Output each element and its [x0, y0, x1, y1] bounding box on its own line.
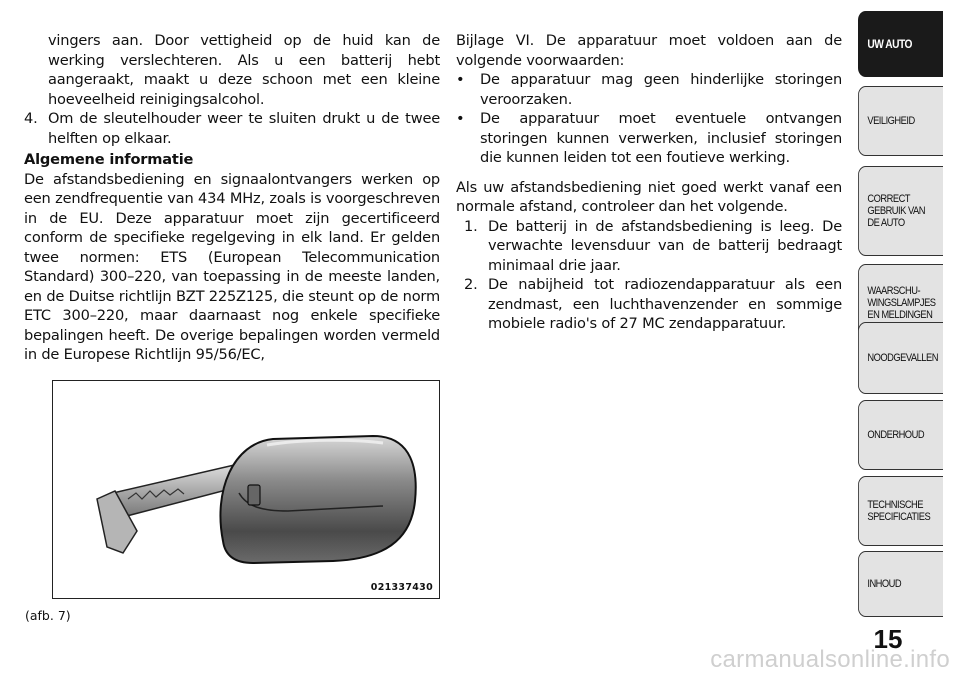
left-column [24, 31, 440, 365]
left-paragraph-continued: vingers aan. Door vettigheid op de huid kan de werking verslechteren. Als u een batterij hebt aangeraakt, maakt u deze schoon met een kleine hoeveelheid reinigingsalcohol. [48, 32, 440, 108]
watermark: carmanualsonline.info [710, 646, 950, 673]
bullet-item [456, 70, 842, 109]
tab-label: CORRECT GEBRUIK VAN DE AUTO [867, 193, 925, 229]
tab-label: UW AUTO [867, 37, 912, 51]
list-item-text: De batterij in de afstandsbediening is leeg. De verwachte levensduur van de batterij bedraagt minimaal drie jaar. [488, 217, 842, 274]
list-number: 2. [464, 276, 478, 293]
page-number: 15 [873, 624, 903, 654]
list-item-4 [24, 109, 440, 148]
chapter-tabs [858, 0, 960, 678]
right-column [456, 31, 842, 334]
bullet-item [456, 109, 842, 168]
tab-label: ONDERHOUD [867, 429, 925, 441]
tab-onderhoud[interactable] [858, 400, 943, 470]
list-item-text: Om de sleutelhouder weer te sluiten drukt u de twee helften op elkaar. [48, 110, 440, 147]
tab-label: WAARSCHU- WINGSLAMPJES EN MELDINGEN [867, 285, 936, 321]
bullet-text: De apparatuur moet eventuele ontvangen storingen kunnen verwerken, inclusief storingen die kunnen leiden tot een foutieve werking. [480, 110, 842, 166]
tab-noodgevallen[interactable] [858, 322, 943, 394]
list-item-2 [464, 275, 842, 334]
list-item-1 [464, 217, 842, 276]
list-number: 1. [464, 217, 478, 235]
bullet-text: De apparatuur mag geen hinderlijke storingen veroorzaken. [480, 71, 842, 108]
right-paragraph-1: Bijlage VI. De apparatuur moet voldoen aan de volgende voorwaarden: [456, 32, 842, 69]
tab-label: VEILIGHEID [867, 115, 915, 127]
list-item-text: De nabijheid tot radiozendapparatuur als een zendmast, een luchthavenzender en sommige mobiele radio's of 27 MC zendapparatuur. [488, 276, 842, 332]
bullet: • [456, 71, 465, 88]
section-heading: Algemene informatie [24, 151, 194, 168]
tab-correct-gebruik[interactable] [858, 166, 943, 256]
tab-veiligheid[interactable] [858, 86, 943, 156]
tab-label: TECHNISCHE SPECIFICATIES [867, 499, 931, 523]
bullet: • [456, 110, 465, 127]
key-fob-illustration [53, 381, 438, 597]
right-paragraph-2: Als uw afstandsbediening niet goed werkt vanaf een normale afstand, controleer dan het volgende. [456, 178, 842, 215]
tab-uw-auto[interactable] [858, 11, 943, 77]
release-button [248, 485, 260, 505]
tab-label: NOODGEVALLEN [867, 352, 938, 364]
tab-inhoud[interactable] [858, 551, 943, 617]
tab-label: INHOUD [867, 578, 902, 590]
figure-caption: (afb. 7) [25, 608, 71, 623]
key-fob-figure [52, 380, 440, 599]
tab-technische-specificaties[interactable] [858, 476, 943, 546]
general-info-paragraph: De afstandsbediening en signaalontvangers werken op een zendfrequentie van 434 MHz, zoals is voorgeschreven in de EU. Deze apparatuur moet zijn gecertificeerd conform de specifieke regelgeving in elk land. Er gelden twee normen: ETS (European Telecommunication Standard) 300–220, van toepassing in de meeste landen, en de Duitse richtlijn BZT 225Z125, die steunt op de norm ETC 300–220, maar daarnaast nog enkele specifieke bepalingen heeft. De overige bepalingen worden vermeld in de Europese Richtlijn 95/56/EC, [24, 170, 440, 363]
list-number: 4. [24, 110, 38, 127]
figure-code: 021337430 [370, 582, 433, 593]
